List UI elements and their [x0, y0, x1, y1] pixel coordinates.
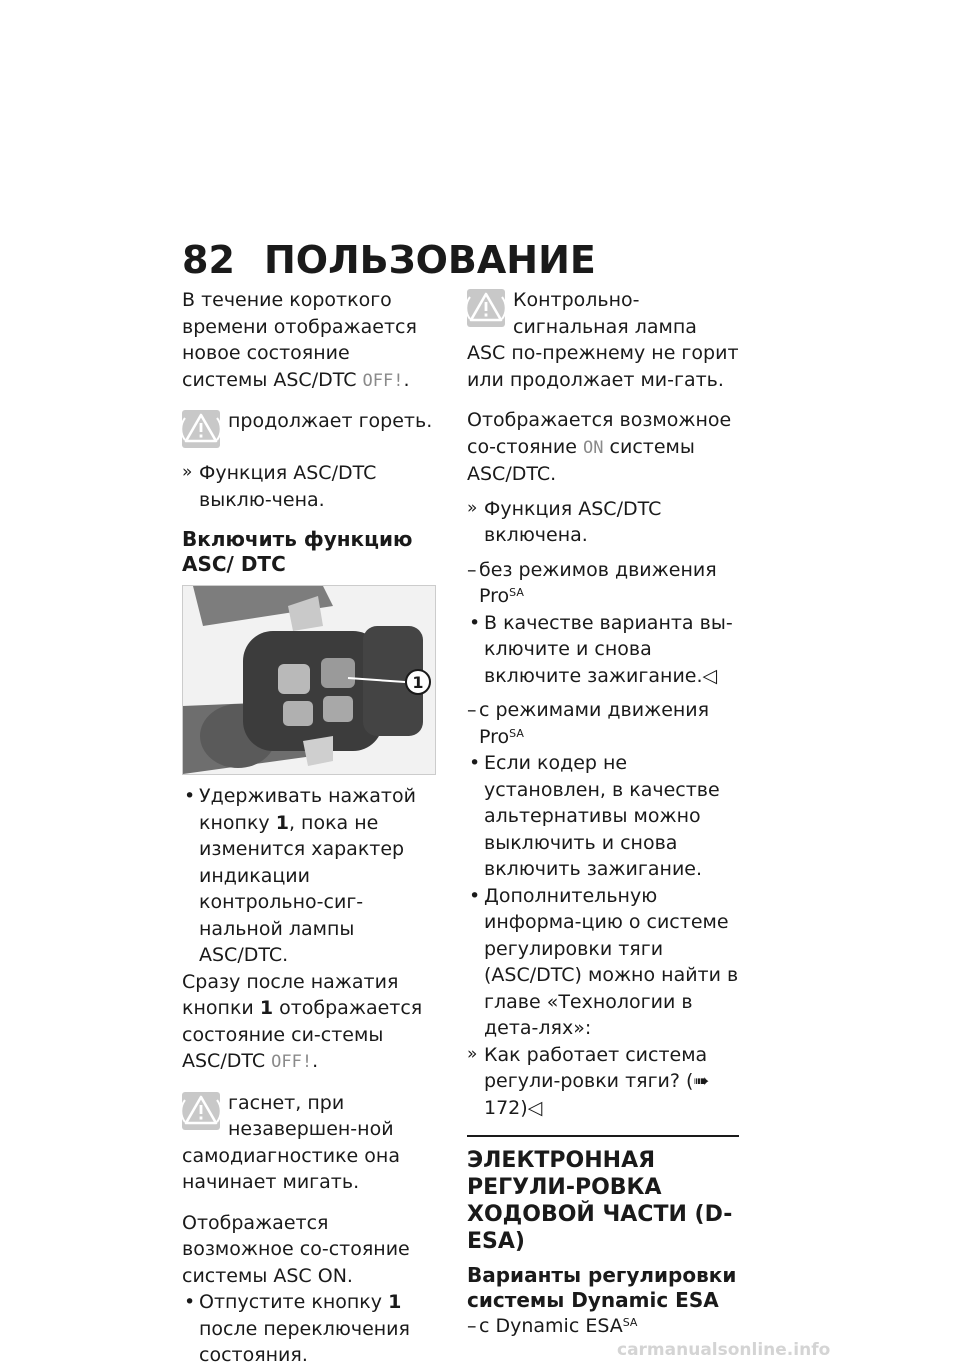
paragraph: В течение короткого времени отображается новое состояние системы ASC/DTC OFF!. [182, 289, 417, 391]
variant-item: – без режимов движения Pro$^{SA}$ [467, 558, 717, 607]
page-number: 82 [182, 238, 235, 282]
result-step: » Функция ASC/DTC включена. [467, 497, 662, 546]
sub-heading: Варианты регулировки системы Dynamic ESA [467, 1263, 737, 1312]
end-mark-icon: ◁ [527, 1096, 543, 1119]
page-ref: 172) [484, 1096, 528, 1119]
page-ref-arrow-icon: ➠ [693, 1070, 710, 1092]
warning-triangle-icon [182, 410, 220, 448]
warning-block: Контрольно-сигнальная лампа ASC по-прежнему не горит или продолжает ми-гать. [467, 289, 739, 391]
right-column [467, 287, 739, 1340]
paragraph: Отображается возможное со-стояние системы ASC ON. [182, 1211, 410, 1287]
switch-photo [182, 585, 436, 775]
status-code: ON [583, 437, 604, 458]
page-header [182, 238, 596, 282]
paragraph: Отображается возможное со-стояние ON системы ASC/DTC. [467, 409, 732, 485]
list-item: • Дополнительную информа-цию о системе регулировки тяги (ASC/DTC) можно найти в главе «Технологии в дета-лях»: [469, 884, 739, 1039]
warning-block: гаснет, при незавершен-ной самодиагностике она начинает мигать. [182, 1091, 400, 1193]
paragraph: Сразу после нажатия кнопки 1 отображается состояние си-стемы ASC/DTC OFF!. [182, 970, 423, 1072]
page-title: ПОЛЬЗОВАНИЕ [264, 238, 596, 282]
variant-item: – с режимами движения Pro$^{SA}$ [467, 699, 710, 748]
figure-callout: 1 [412, 673, 424, 692]
status-code: OFF! [362, 370, 404, 391]
warning-triangle-icon [467, 289, 505, 327]
variant-item: – с Dynamic $ESA^{SA}$ [467, 1315, 638, 1337]
warning-triangle-icon [182, 1092, 220, 1130]
warning-block: продолжает гореть. [182, 408, 434, 452]
list-item: • Отпустите кнопку 1 после переключения состояния. [184, 1291, 410, 1366]
list-item: • В качестве варианта вы-ключите и снова включите зажигание.◁ [469, 611, 733, 687]
result-step: » Как работает система регули-ровки тяги? (➠ 172)◁ [467, 1043, 710, 1119]
section-heading: Включить функцию ASC/ DTC [182, 527, 413, 576]
list-item: • Если кодер не установлен, в качестве альтернативы можно выключить и снова включить зажигание. [469, 752, 720, 880]
section-divider [467, 1135, 739, 1137]
end-mark-icon: ◁ [702, 664, 718, 687]
left-column [182, 287, 434, 1369]
result-step: » Функция ASC/DTC выклю-чена. [182, 462, 377, 511]
list-item: • Удерживать нажатой кнопку 1, пока не изменится характер индикации контрольно-сиг-нальной лампы ASC/DTC. [184, 785, 416, 966]
footer-watermark: carmanualsonline.info [617, 1340, 831, 1360]
status-code: OFF! [271, 1052, 313, 1072]
section-heading: ЭЛЕКТРОННАЯ РЕГУЛИ-РОВКА ХОДОВОЙ ЧАСТИ (D-ESA) [467, 1148, 733, 1254]
